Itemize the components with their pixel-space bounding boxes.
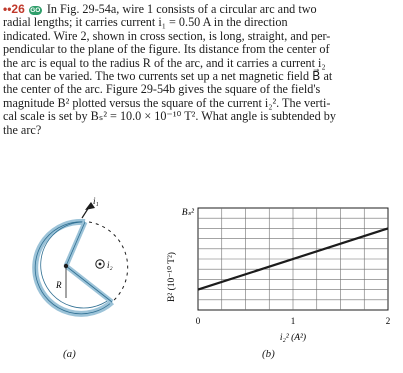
chart-b	[158, 196, 403, 368]
figure-b	[158, 196, 403, 368]
figure-a	[0, 180, 170, 368]
text-line: pendicular to the plane of the figure. Its distance from the center of	[3, 42, 330, 57]
x-axis-label: i₂² (A²)	[279, 333, 307, 343]
figure-a-caption: (a)	[63, 348, 76, 360]
text-line: In Fig. 29-54a, wire 1 consists of a circular arc and two	[46, 2, 317, 16]
x-tick-label: 2	[385, 316, 391, 326]
figure-a-diagram	[0, 180, 170, 368]
go-badge-icon: GO	[30, 7, 41, 14]
text-line: indicated. Wire 2, shown in cross section, is long, straight, and per-	[3, 28, 331, 43]
problem-number: 26	[11, 2, 25, 16]
text-line: the center of the arc. Figure 29-54b gives the square of the field's	[3, 82, 321, 97]
text-line: the arc?	[3, 122, 42, 137]
y-axis-label: B² (10⁻¹⁰ T²)	[167, 252, 177, 302]
x-tick-label: 0	[195, 316, 201, 326]
label-R: R	[56, 280, 62, 290]
text-line: radial lengths; it carries current i₁ = 0.50 A in the direction	[3, 15, 288, 30]
figure-b-caption: (b)	[262, 348, 275, 360]
problem-dots: ••	[3, 2, 12, 16]
problem-line-1	[3, 3, 400, 16]
text-line: the arc is equal to the radius R of the arc, and it carries a current i₂	[3, 55, 326, 70]
text-line: magnitude B² plotted versus the square of the current i₂². The verti-	[3, 95, 331, 110]
text-line: cal scale is set by Bₛ² = 10.0 × 10⁻¹⁰ T². What angle is subtended by	[3, 109, 336, 124]
text-line: that can be varied. The two currents set up a net magnetic field B⃗ at	[3, 69, 333, 84]
problem-text	[3, 3, 400, 137]
label-i1: i₁	[93, 196, 99, 206]
y-scale-label: Bₛ²	[181, 208, 194, 218]
label-i2: i₂	[107, 260, 113, 270]
x-tick-label: 1	[290, 316, 296, 326]
